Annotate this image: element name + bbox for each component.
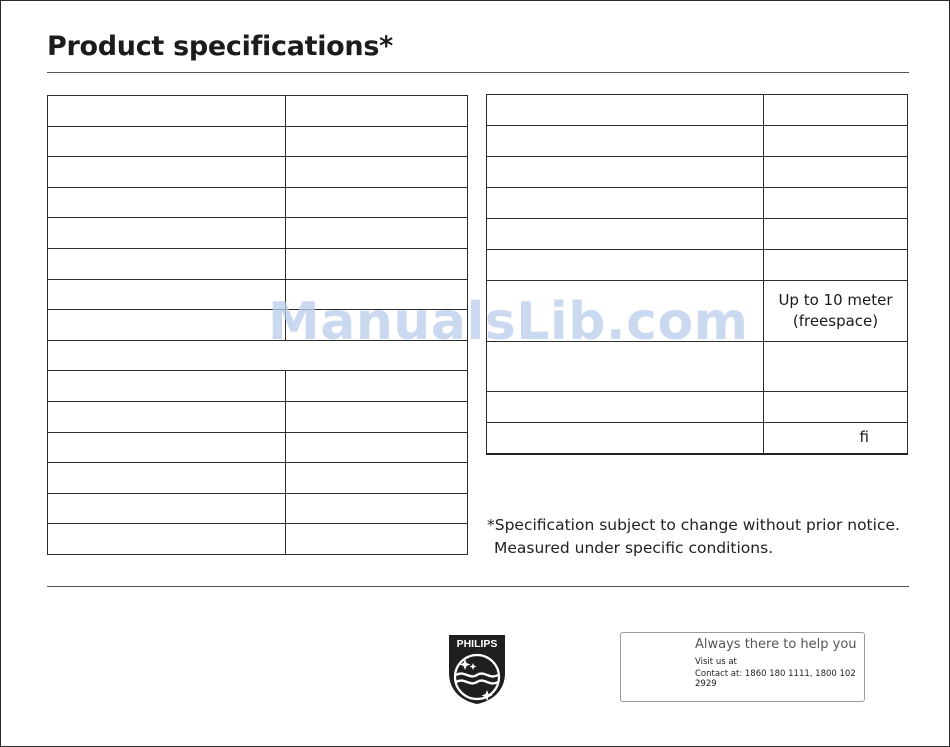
- spec-value-cell: [764, 219, 908, 250]
- spec-label-cell: [487, 157, 764, 188]
- spec-label-cell: [48, 310, 286, 341]
- spec-label-cell: [487, 392, 764, 423]
- spec-label-cell: [48, 96, 286, 127]
- spec-label-cell: [48, 371, 286, 402]
- spec-value-cell: [286, 524, 468, 555]
- spec-label-cell: [487, 188, 764, 219]
- spec-label-cell: [48, 157, 286, 188]
- page-title: Product specifications*: [47, 31, 393, 62]
- spec-row: [487, 219, 908, 250]
- spec-value-cell: [286, 96, 468, 127]
- spec-label-cell: [48, 279, 286, 310]
- spec-label-cell: [48, 248, 286, 279]
- spec-label-cell: [48, 493, 286, 524]
- spec-row: [487, 188, 908, 219]
- spec-label-cell: [48, 126, 286, 157]
- spec-label-cell: [487, 126, 764, 157]
- spec-label-cell: [48, 432, 286, 463]
- spec-row: [48, 401, 468, 432]
- spec-row: [48, 248, 468, 279]
- spec-row: [48, 187, 468, 218]
- support-visit: Visit us at: [695, 657, 737, 667]
- spec-value-cell: [286, 218, 468, 249]
- footer-divider: [47, 586, 909, 587]
- spec-value-cell: [286, 187, 468, 218]
- spec-row: [487, 157, 908, 188]
- spec-value-cell: [764, 392, 908, 423]
- footnote-line-2: Measured under specific conditions.: [494, 539, 774, 557]
- spec-row: [48, 157, 468, 188]
- spec-row: [487, 423, 908, 454]
- support-contact: Contact at: 1860 180 1111, 1800 102 2929: [695, 669, 856, 689]
- spec-value-cell: [286, 432, 468, 463]
- spec-row: [48, 371, 468, 402]
- spec-value-cell: [286, 126, 468, 157]
- spec-table-right: [486, 94, 908, 455]
- brand-name: PHILIPS: [456, 638, 498, 650]
- spec-row: [487, 250, 908, 281]
- philips-shield-logo: [447, 633, 507, 705]
- spec-value-cell: [286, 401, 468, 432]
- spec-label-cell: [48, 401, 286, 432]
- spec-value-cell: [286, 157, 468, 188]
- watermark-text: ManualsLib.com: [268, 292, 749, 352]
- spec-label-cell: [487, 423, 764, 454]
- spec-row: [48, 126, 468, 157]
- spec-value-cell: [286, 371, 468, 402]
- spec-label-cell: [487, 219, 764, 250]
- spec-label-cell: [48, 187, 286, 218]
- spec-row: [48, 96, 468, 127]
- spec-value-cell: [764, 250, 908, 281]
- spec-value-cell: [764, 342, 908, 392]
- spec-value-cell: [764, 188, 908, 219]
- spec-label-cell: [487, 250, 764, 281]
- spec-value-cell: [764, 95, 908, 126]
- spec-value-cell: [764, 157, 908, 188]
- spec-label-cell: [487, 95, 764, 126]
- spec-value-cell: [764, 126, 908, 157]
- spec-value-cell: [286, 463, 468, 494]
- title-divider: [47, 72, 909, 73]
- footnote-line-1: *Specification subject to change without prior notice.: [487, 516, 900, 534]
- spec-row: [487, 95, 908, 126]
- spec-row: [48, 432, 468, 463]
- footnote: [487, 514, 900, 560]
- spec-row: [487, 126, 908, 157]
- spec-label-cell: [48, 218, 286, 249]
- spec-row: [48, 218, 468, 249]
- spec-value-cell: [286, 493, 468, 524]
- spec-value-cell: [286, 248, 468, 279]
- spec-row: [487, 392, 908, 423]
- spec-row: [48, 493, 468, 524]
- spec-row: [48, 524, 468, 555]
- spec-label-cell: [48, 463, 286, 494]
- spec-value-cell: Up to 10 meter (freespace): [764, 281, 908, 342]
- spec-value-cell: ﬁ: [764, 423, 908, 454]
- spec-row: [48, 463, 468, 494]
- support-tagline: Always there to help you: [695, 637, 857, 652]
- support-box: [620, 632, 865, 702]
- spec-label-cell: [48, 524, 286, 555]
